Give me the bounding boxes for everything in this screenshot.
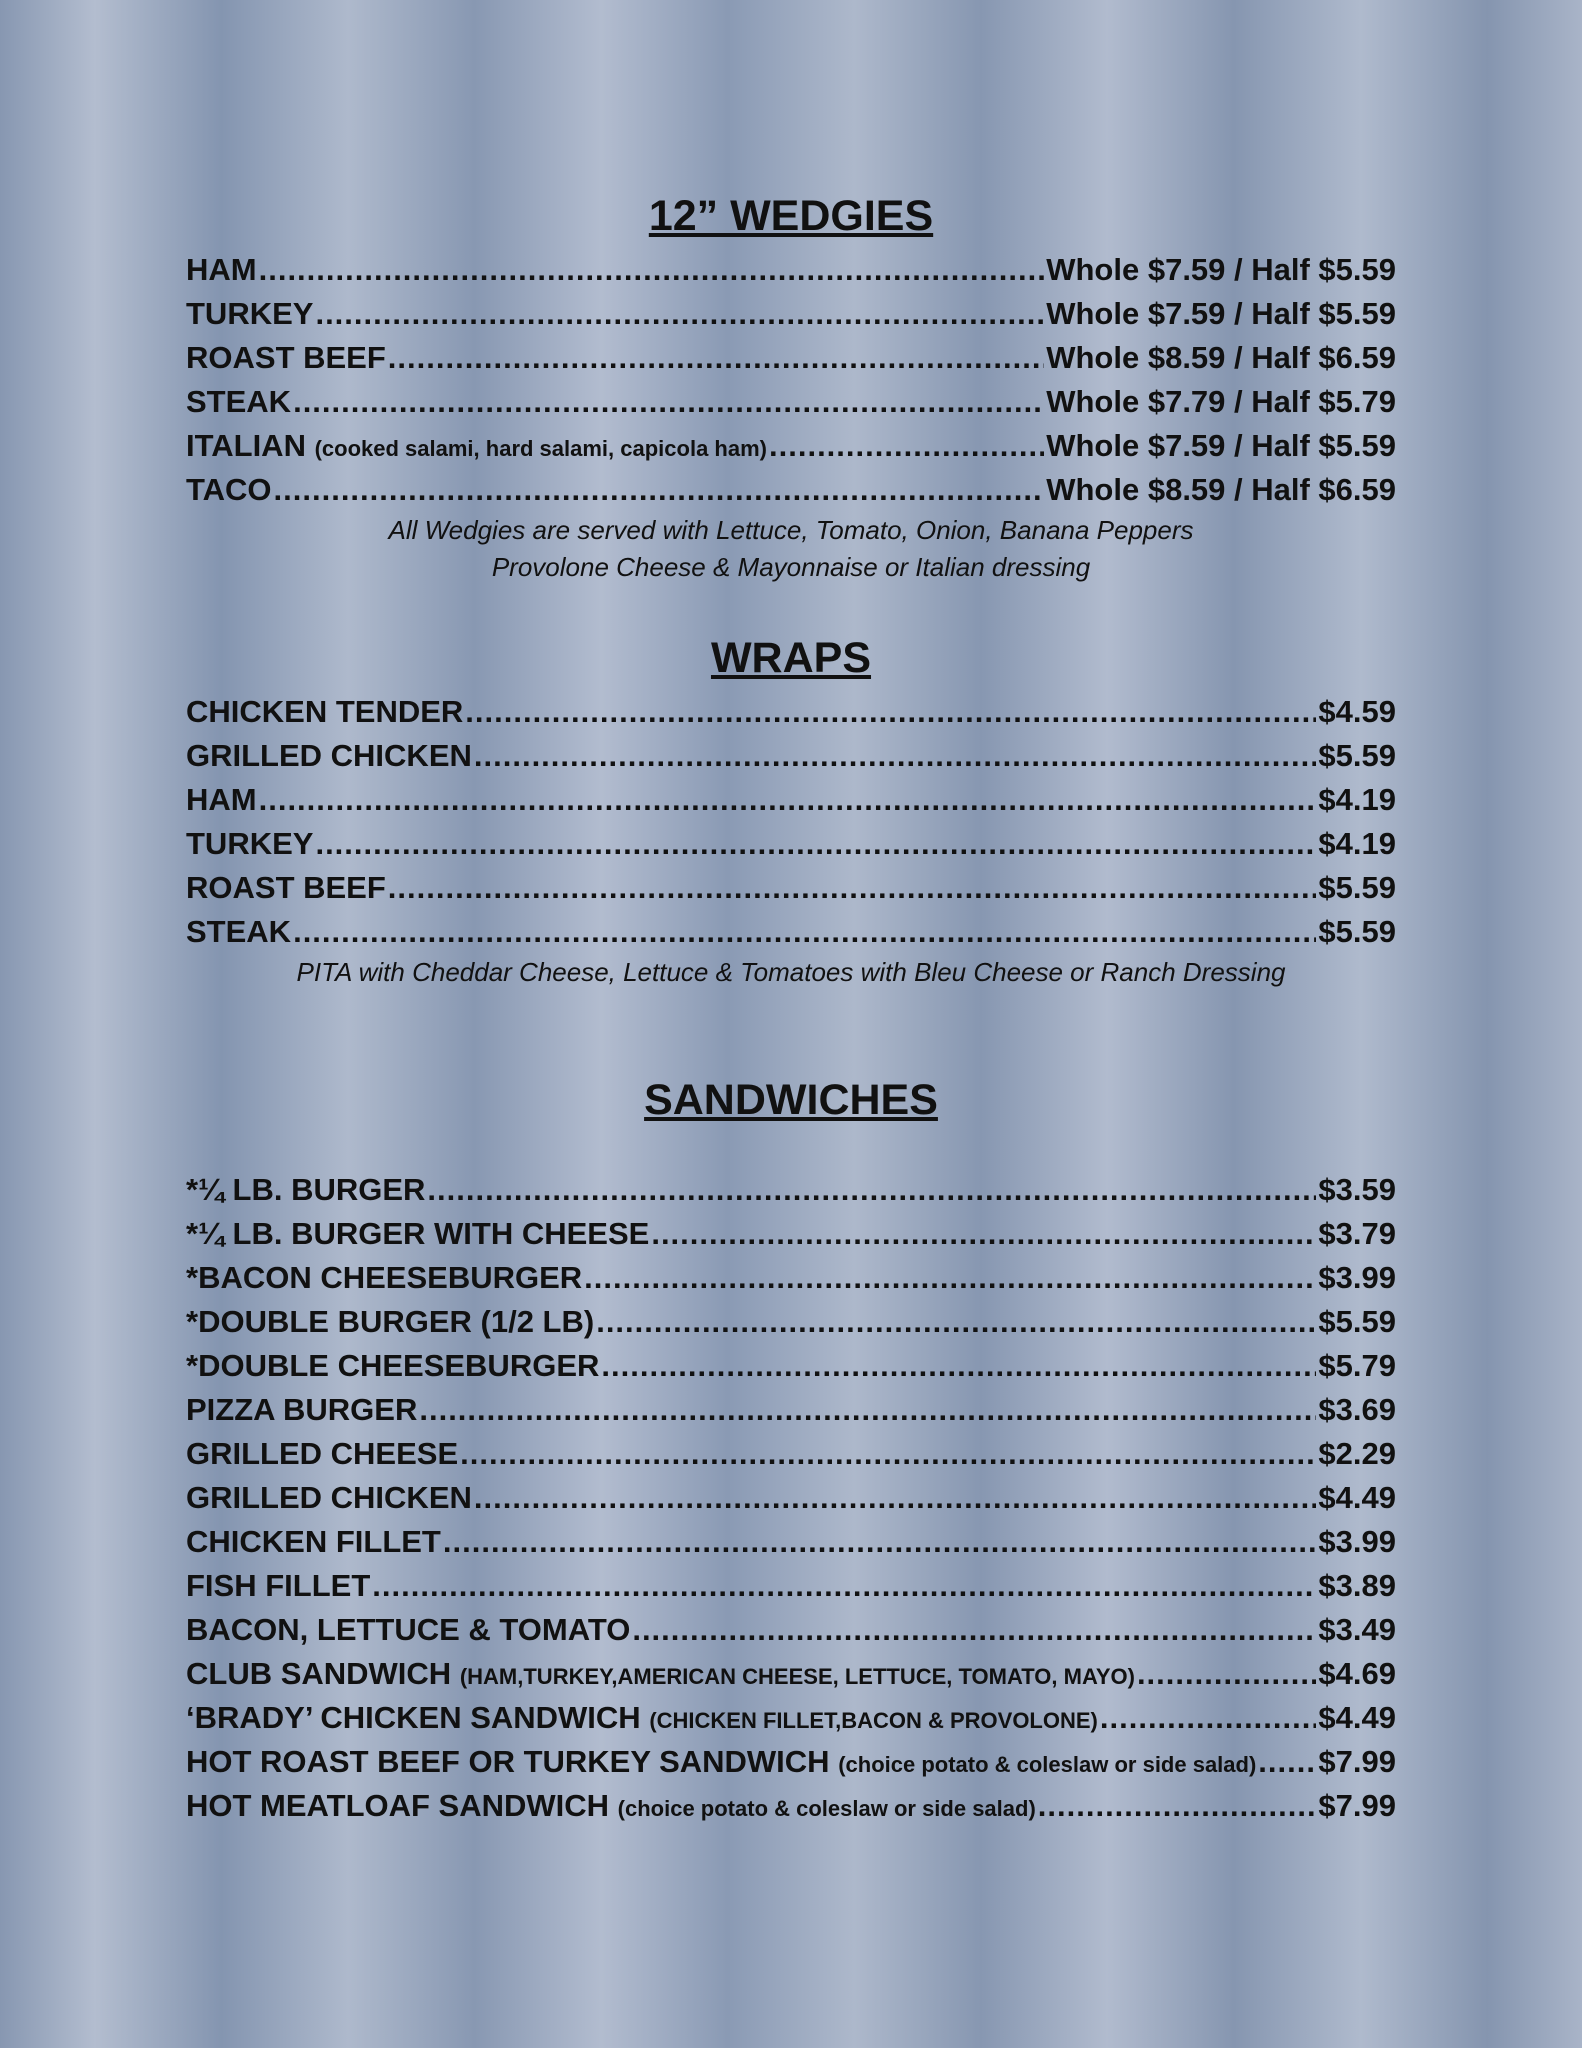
menu-item-row [186,1476,1396,1520]
menu-item-name: HAM [186,782,257,817]
menu-item-price: Whole $7.79 / Half $5.79 [1046,384,1396,419]
menu-item-row [186,910,1396,954]
dot-leader [274,468,1045,512]
dot-leader [601,1344,1316,1388]
menu-item-name: STEAK [186,914,292,949]
menu-item-row [186,1212,1396,1256]
menu-item-row [186,380,1396,424]
menu-item-row [186,1432,1396,1476]
menu-item-price: $5.59 [1318,914,1396,949]
dot-leader [460,1432,1316,1476]
menu-item-row [186,1564,1396,1608]
dot-leader [443,1520,1317,1564]
menu-item-row [186,822,1396,866]
menu-item-name: *DOUBLE CHEESEBURGER [186,1348,600,1383]
menu-item-row [186,1652,1396,1696]
wraps-section [186,632,1396,991]
menu-item-row [186,1256,1396,1300]
menu-item-row [186,778,1396,822]
dot-leader [372,1564,1316,1608]
dot-leader [293,910,1316,954]
menu-item-row [186,336,1396,380]
wedgies-section [186,190,1396,586]
dot-leader [293,380,1044,424]
dot-leader [419,1388,1316,1432]
menu-item-name: FISH FILLET [186,1568,371,1603]
menu-item-name: GRILLED CHICKEN [186,1480,472,1515]
menu-item-price: $4.69 [1318,1656,1396,1691]
menu-item-price: $3.99 [1318,1524,1396,1559]
menu-item-price: $5.59 [1318,738,1396,773]
dot-leader [315,822,1316,866]
menu-item-name: ROAST BEEF [186,340,386,375]
wedgies-note-line2: Provolone Cheese & Mayonnaise or Italian dressing [491,552,1091,582]
menu-item-row [186,1344,1396,1388]
menu-item-price: $4.19 [1318,826,1396,861]
menu-item-price: $3.89 [1318,1568,1396,1603]
menu-item-row [186,734,1396,778]
menu-item-name: GRILLED CHEESE [186,1436,459,1471]
dot-leader [1100,1696,1317,1740]
dot-leader [769,424,1044,468]
dot-leader [315,292,1044,336]
menu-item-price: Whole $7.59 / Half $5.59 [1046,296,1396,331]
menu-item-name: TURKEY [186,826,314,861]
menu-item-name: *BACON CHEESEBURGER [186,1260,583,1295]
dot-leader [632,1608,1316,1652]
wedgies-list [186,248,1396,512]
menu-item-price: Whole $7.59 / Half $5.59 [1046,428,1396,463]
sandwiches-title: SANDWICHES [644,1076,938,1124]
wedgies-note-line1: All Wedgies are served with Lettuce, Tomato, Onion, Banana Peppers [388,515,1194,545]
menu-item-name: BACON, LETTUCE & TOMATO [186,1612,631,1647]
menu-item-name: CHICKEN FILLET [186,1524,441,1559]
dot-leader [259,778,1317,822]
menu-item-description: (choice potato & coleslaw or side salad) [838,1752,1257,1777]
menu-item-row [186,1608,1396,1652]
menu-item-name: ‘BRADY’ CHICKEN SANDWICH [186,1700,641,1735]
menu-item-name: HAM [186,252,257,287]
dot-leader [388,866,1317,910]
menu-item-price: $4.59 [1318,694,1396,729]
menu-item-price: $5.59 [1318,1304,1396,1339]
dot-leader [465,690,1316,734]
menu-item-price: $3.49 [1318,1612,1396,1647]
menu-item-price: $2.29 [1318,1436,1396,1471]
menu-item-price: $7.99 [1318,1744,1396,1779]
menu-item-price: $4.49 [1318,1700,1396,1735]
menu-item-price: $5.59 [1318,870,1396,905]
menu-item-name: CLUB SANDWICH [186,1656,452,1691]
menu-item-name: ROAST BEEF [186,870,386,905]
menu-item-price: $5.79 [1318,1348,1396,1383]
menu-item-price: $3.69 [1318,1392,1396,1427]
menu-item-name: STEAK [186,384,292,419]
menu-item-row [186,866,1396,910]
menu-item-row [186,1740,1396,1784]
dot-leader [1258,1740,1316,1784]
menu-item-price: Whole $8.59 / Half $6.59 [1046,472,1396,507]
menu-item-row [186,424,1396,468]
dot-leader [1038,1784,1317,1828]
sandwiches-list [186,1168,1396,1828]
menu-item-row [186,1696,1396,1740]
dot-leader [1137,1652,1316,1696]
wraps-title: WRAPS [710,634,872,682]
menu-item-row [186,248,1396,292]
wedgies-title: 12” WEDGIES [648,192,934,240]
menu-item-name: CHICKEN TENDER [186,694,464,729]
menu-item-name: PIZZA BURGER [186,1392,418,1427]
wraps-note: PITA with Cheddar Cheese, Lettuce & Tomatoes with Bleu Cheese or Ranch Dressing [296,957,1286,987]
menu-item-price: $4.49 [1318,1480,1396,1515]
dot-leader [596,1300,1316,1344]
menu-item-description: (choice potato & coleslaw or side salad) [617,1796,1036,1821]
menu-item-price: $7.99 [1318,1788,1396,1823]
menu-item-name: HOT MEATLOAF SANDWICH [186,1788,610,1823]
menu-item-name: TURKEY [186,296,314,331]
menu-item-row [186,1520,1396,1564]
dot-leader [651,1212,1316,1256]
dot-leader [388,336,1044,380]
menu-item-name: GRILLED CHICKEN [186,738,472,773]
menu-item-row [186,690,1396,734]
menu-item-price: $3.59 [1318,1172,1396,1207]
menu-item-row [186,1300,1396,1344]
menu-item-row [186,1168,1396,1212]
dot-leader [584,1256,1316,1300]
menu-item-description: (cooked salami, hard salami, capicola ham) [314,436,767,461]
menu-item-price: Whole $7.59 / Half $5.59 [1046,252,1396,287]
menu-item-description: (CHICKEN FILLET,BACON & PROVOLONE) [649,1708,1098,1733]
dot-leader [427,1168,1316,1212]
menu-item-price: Whole $8.59 / Half $6.59 [1046,340,1396,375]
menu-item-row [186,1784,1396,1828]
menu-item-row [186,292,1396,336]
menu-item-price: $3.99 [1318,1260,1396,1295]
menu-item-name: HOT ROAST BEEF OR TURKEY SANDWICH [186,1744,830,1779]
menu-item-price: $4.19 [1318,782,1396,817]
wraps-list [186,690,1396,954]
menu-item-row [186,1388,1396,1432]
menu-item-row [186,468,1396,512]
menu-item-name: TACO [186,472,272,507]
menu-item-name: *¼ LB. BURGER [186,1172,426,1207]
menu-item-price: $3.79 [1318,1216,1396,1251]
menu-item-name: ITALIAN [186,428,306,463]
menu-item-name: *DOUBLE BURGER (1/2 LB) [186,1304,595,1339]
dot-leader [474,734,1317,778]
dot-leader [474,1476,1317,1520]
dot-leader [259,248,1045,292]
sandwiches-section [186,1074,1396,1828]
menu-item-name: *¼ LB. BURGER WITH CHEESE [186,1216,650,1251]
menu-item-description: (HAM,TURKEY,AMERICAN CHEESE, LETTUCE, TOMATO, MAYO) [459,1664,1135,1689]
